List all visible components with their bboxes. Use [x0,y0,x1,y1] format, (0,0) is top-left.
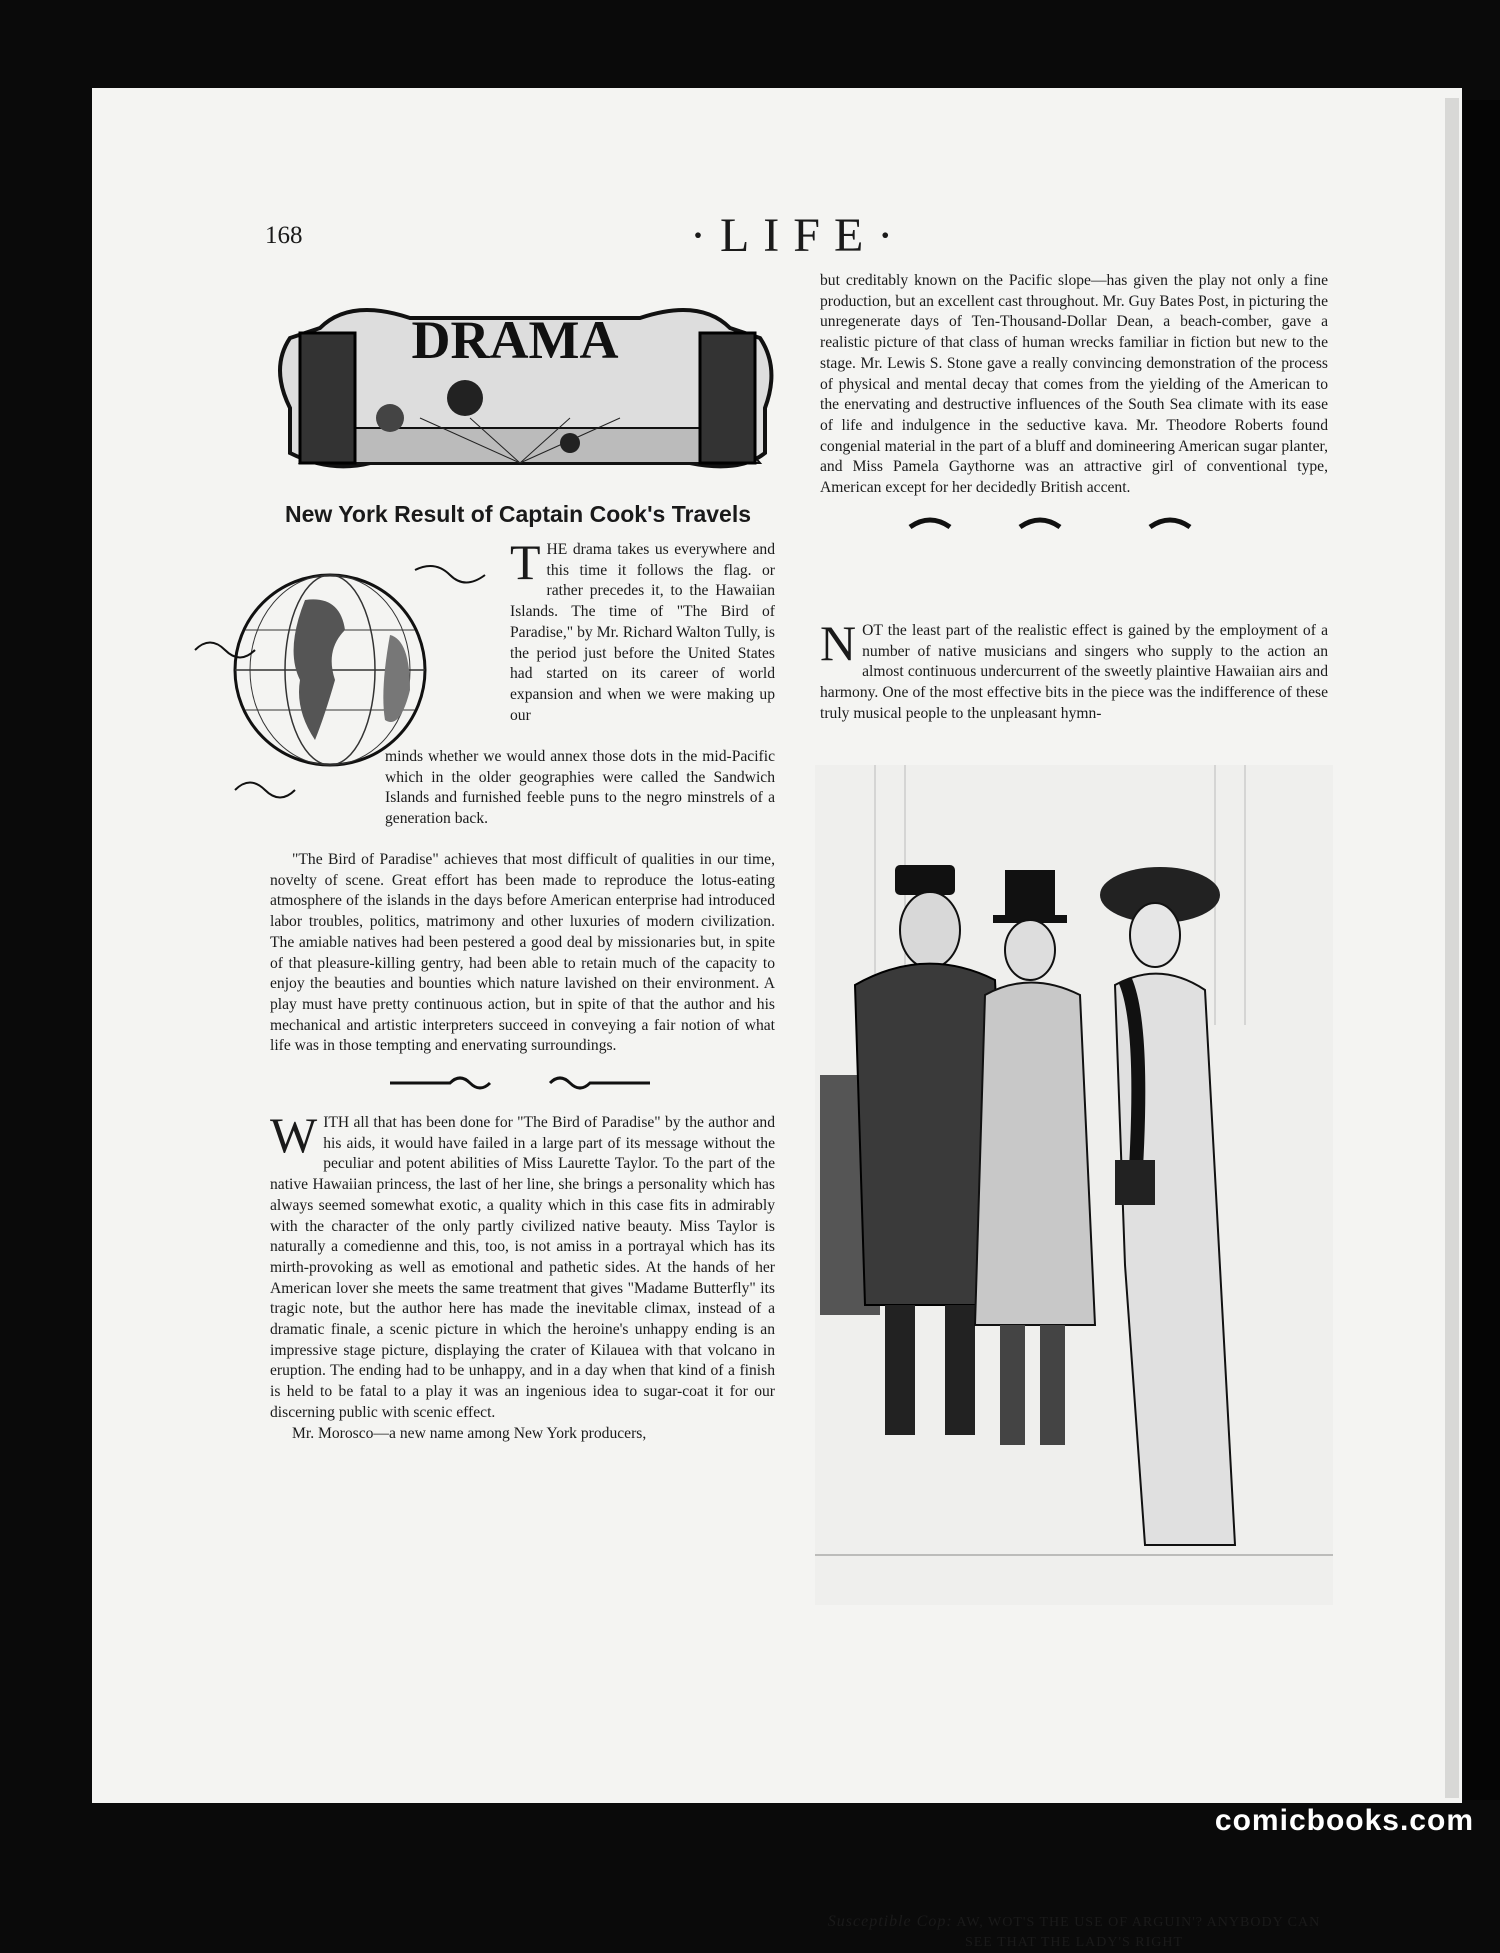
section-ornament [270,1063,775,1103]
paragraph-musicians [820,615,1328,725]
caption-lead: Susceptible Cop: [827,1913,953,1930]
intro-paragraph [510,534,775,726]
right-edge [1463,100,1500,1800]
masthead: ·LIFE· [690,209,908,262]
illustration-caption [820,1912,1328,1953]
right-column-top [820,271,1328,549]
article-title: New York Result of Captain Cook's Travels [285,501,752,527]
dropcap-n: N [820,615,857,671]
paragraph-laurette-text: ITH all that has been done for "The Bird of Paradise" by the author and his aids, it would have failed in a large part of its message without the peculiar and potent abilities of Miss Laurette Taylor. To the part of the native Hawaiian princess, the last of her line, she brings a personality which has always seemed somewhat exotic, a quality which in this case fits in admirably with the character of the only partly civilized native beauty. Miss Taylor is naturally a comedienne and this, too, is not amiss in a portrayal which has its mirth-provoking as well as emotional and pathetic sides. At the hands of her American lover she meets the same treatment that gives "Madame Butterfly" its tragic note, but the author here has made the inevitable climax, instead of a dramatic finale, a scenic picture in which the heroine's unhappy ending is an impressive stage picture, displaying the crater of Kilauea with that volcano in eruption. The ending had to be unhappy, and in a day when that kind of a finish is held to be fatal to a play it was an ingenious idea to sugar-coat it for our discerning public with scenic effect. [270,1114,775,1421]
watermark: comicbooks.com [1214,1804,1474,1837]
banner-title: DRAMA [411,310,619,370]
paragraph-laurette-taylor [270,1107,775,1424]
paragraph-cast: but creditably known on the Pacific slope—has given the play not only a fine production, but an excellent cast throughout. Mr. Guy Bates Post, in picturing the unregenerate days of Ten-Thousand-Dollar Dean, a beach-comber, gave a realistic picture of that class of human wrecks familiar in fiction but new to the stage. Mr. Lewis S. Stone gave a really convincing demonstration of the process of physical and mental decay that comes from the yielding of the American to the enervating and destructive influences of the South Sea climate with its ease of life and indulgence in the seductive kava. Mr. Theodore Roberts found congenial material in the part of a bluff and domineering American sugar planter, and Miss Pamela Gaythorne was an attractive girl of conventional type, American except for her decidedly British accent. [820,272,1328,497]
paragraph-morosco: Mr. Morosco—a new name among New York producers, [292,1424,647,1442]
left-column [270,850,775,1444]
page-spine [1445,98,1459,1798]
dropcap-w: W [270,1107,318,1164]
dropcap-t: T [510,534,541,590]
drama-banner [270,278,780,483]
intro-continuation: minds whether we would annex those dots in the mid-Pacific which in the older geographies were called the Sandwich Islands and furnished feeble puns to the negro minstrels of a generation back. [385,748,775,828]
paragraph-bird-of-paradise: "The Bird of Paradise" achieves that most difficult of qualities in our time, novelty of scene. Great effort has been made to reproduce the lotus-eating atmosphere of the islands in the days before American enterprise had introduced labor troubles, politics, matrimony and other luxuries of modern civilization. The amiable natives had been pestered a good deal by missionaries but, in spite of that pleasure-killing gentry, had been able to retain much of the capacity to enjoy the beauties and bounties which nature lavished on their environment. A play must have pretty continuous action, but in spite of that the author and his mechanical and artistic interpreters succeed in conveying a fair notion of what life was in those tempting and enervating surroundings. [270,851,775,1055]
cartoon-illustration [815,765,1333,1605]
section-ornament-right [820,507,1328,543]
caption-text: AW, WOT'S THE USE OF ARGUIN'? ANYBODY CAN SEE THAT THE LADY'S RIGHT [956,1915,1321,1950]
paragraph-musicians-text: OT the least part of the realistic effect is gained by the employment of a number of native musicians and singers who supply to the action an almost continuous undercurrent of the sweetly plaintive Hawaiian airs and harmony. One of the most effective bits in the piece was the indifference of these truly musical people to the unpleasant hymn- [820,622,1328,722]
page-number: 168 [265,222,303,249]
right-column-mid [820,615,1328,725]
intro-text: HE drama takes us everywhere and this time it follows the flag. or rather precedes it, to the Hawaiian Islands. The time of "The Bird of Paradise," by Mr. Richard Walton Tully, is the period just before the United States had started on its career of world expansion and when we were making up our [510,541,775,724]
